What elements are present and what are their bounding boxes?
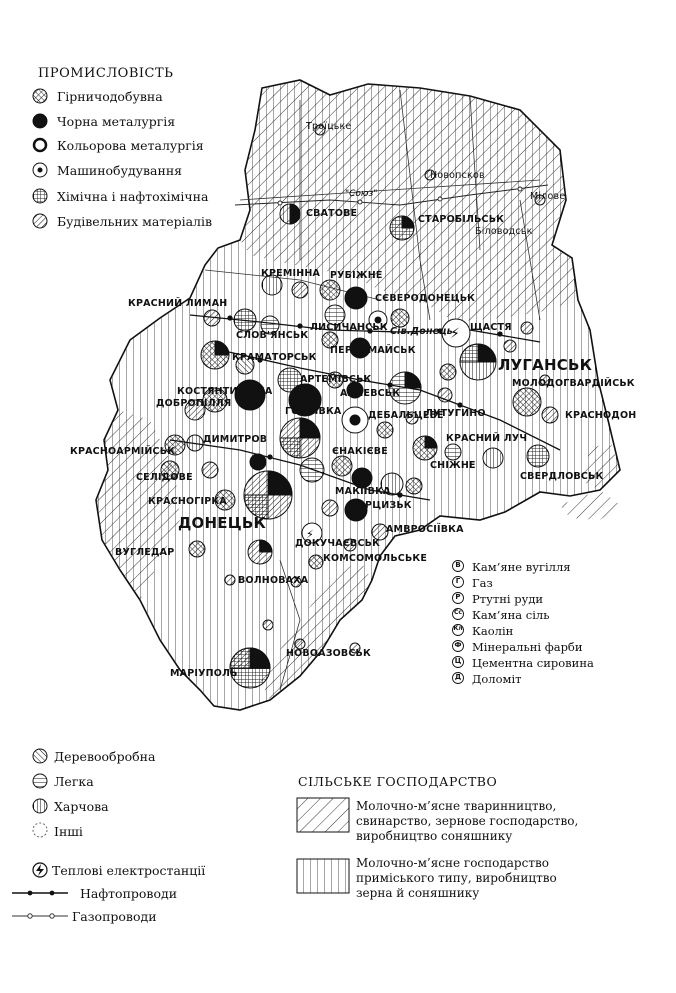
nonferrous-metallurgy-icon [34,139,46,151]
city-novopskov: Новопсков [430,170,485,181]
woodworking-icon [33,749,47,763]
agriculture-legend-swatches [296,797,350,897]
city-selydove: СЕЛІДОВЕ [136,472,193,483]
industry-legend-2-symbols [30,746,50,846]
machinery-dot-icon [38,168,43,173]
city-khartsyzk: ХАРЦИЗЬК [350,500,412,511]
agri-zone-1-swatch [297,798,349,832]
agri-zone-2-line-3: зерна й соняшнику [356,886,480,900]
city-vuhledar: ВУГЛЕДАР [115,547,175,558]
city-komsomolske: КОМСОМОЛЬСЬКЕ [323,553,428,564]
city-mariupol: МАРІУПОЛЬ [170,668,238,679]
legend-mining-label: Гірничодобувна [57,89,163,104]
resource-mercury: Ртутні руди [472,592,544,606]
legend-nonferrous-label: Кольорова металургія [57,138,204,153]
city-krasnoarmiisk: КРАСНОАРМІЙСЬК [70,446,176,457]
legend-power-label: Теплові електростанції [52,863,206,878]
resource-mercury-icon: Р [455,593,461,601]
agri-zone-1-line-3: виробництво соняшнику [356,829,513,843]
resource-paints-icon: Ф [454,641,462,649]
resource-dolomite-icon: Д [454,673,462,681]
city-starobilsk: СТАРОБІЛЬСЬК [418,214,505,225]
city-rubizhne: РУБІЖНЕ [330,270,383,281]
city-horlivka: ГОРЛІВКА [285,406,342,417]
legend-ferrous-label: Чорна металургія [57,114,176,129]
city-sloviansk: СЛОВ'ЯНСЬК [236,330,309,341]
light-industry-icon [33,774,47,788]
city-alchevsk: АЛЧЕВСЬК [340,388,401,399]
resource-salt: Кам’яна сіль [472,608,550,622]
city-dobropillia: ДОБРОПІЛЛЯ [156,398,232,409]
city-lutuhyne: ЛУТУГИНО [425,408,486,419]
city-snizhne: СНІЖНЕ [430,460,476,471]
chemical-icon [33,189,47,203]
city-troitske: Троїцьке [306,121,352,132]
city-dymytrov: ДИМИТРОВ [203,434,268,445]
svg-text:⚡: ⚡ [306,528,314,541]
mining-icon [33,89,47,103]
city-svatove: СВАТОВЕ [306,208,358,219]
agri-zone-1-line-1: Молочно-м’ясне тваринництво, [356,799,557,813]
city-krasnyi-lyman: КРАСНИЙ ЛИМАН [128,298,228,309]
resource-dolomite: Доломіт [472,672,522,686]
legend-building-label: Будівельних матеріалів [57,214,213,229]
city-artemivsk: АРТЕМІВСЬК [300,374,372,385]
city-debaltseve: ДЕБАЛЬЦЕВЕ [368,410,444,421]
city-luhansk: ЛУГАНСЬК [498,356,593,374]
legend-other-label: Інші [54,824,83,839]
resource-cement: Цементна сировина [472,656,594,670]
city-makiivka: МАКІЇВКА [335,486,391,497]
city-donetsk: ДОНЕЦЬК [178,514,266,532]
city-pervomaisk: ПЕРВОМАЙСЬК [330,345,416,356]
city-yenakiieve: ЄНАКІЄВЕ [332,446,388,457]
resource-kaolin: Каолін [472,624,514,638]
agri-zone-2-line-1: Молочно-м’ясне господарство [356,856,549,870]
city-kramatorsk: КРАМАТОРСЬК [232,352,317,363]
building-materials-icon [33,214,47,228]
legend-chemical-label: Хімічна і нафтохімічна [57,189,209,204]
agri-zone-1-line-2: свинарство, зернове господарство, [356,814,579,828]
city-shchastia: ЩАСТЯ [470,322,512,333]
city-molodohvardiisk: МОЛОДОГВАРДІЙСЬК [512,378,635,389]
city-krasnohorivka: КРАСНОГІРКА [148,496,227,507]
agri-zone-2-swatch [297,859,349,893]
city-volnovakha: ВОЛНОВАХА [238,575,309,586]
legend-food-label: Харчова [54,799,109,814]
city-sverdlovsk: СВЕРДЛОВСЬК [520,471,604,482]
legend-light-label: Легка [54,774,94,789]
resource-coal: Кам’яне вугілля [472,560,571,574]
soyuz-pipeline-label: "Союз" [345,189,378,199]
resource-gas: Газ [472,576,493,590]
city-sievierodonetsk: СЄВЕРОДОНЕЦЬК [375,293,476,304]
resource-salt-icon: Сс [454,609,462,616]
resource-coal-icon: В [455,561,461,569]
resource-mineral-paints: Мінеральні фарби [472,640,583,654]
ferrous-metallurgy-icon [33,114,47,128]
resource-cement-icon: Ц [454,657,462,665]
resource-kaolin-icon: Кл [453,625,463,632]
industry-legend-title: ПРОМИСЛОВІСТЬ [38,66,174,81]
resource-gas-icon: Г [455,577,461,585]
agri-zone-2-line-2: приміського типу, виробництво [356,871,557,885]
city-dokuchaievsk: ДОКУЧАЄВСЬК [295,538,381,549]
city-krasnyi-luch: КРАСНИЙ ЛУЧ [446,433,528,444]
other-industry-icon [33,823,47,837]
legend-gas-label: Газопроводи [72,909,157,924]
city-bilovodsk: Біловодськ [475,226,533,237]
agriculture-legend-title: СІЛЬСЬКЕ ГОСПОДАРСТВО [298,774,498,789]
svg-text:⚡: ⚡ [450,326,460,342]
legend-wood-label: Деревообробна [54,749,156,764]
city-kostiantynivka: КОСТЯНТИНІВКА [177,386,273,397]
city-novoazovsk: НОВОАЗОВСЬК [286,648,371,659]
legend-machinery-label: Машинобудування [57,163,183,178]
city-siv-donets: Сів.Донець [390,326,453,337]
industry-legend-symbols [30,86,50,236]
city-lysychansk: ЛИСИЧАНСЬК [310,322,388,333]
city-kreminna: КРЕМІННА [261,268,321,279]
food-industry-icon [33,799,47,813]
legend-oil-label: Нафтопроводи [80,886,178,901]
city-krasnodon: КРАСНОДОН [565,410,637,421]
agri-zone-1-description [356,799,578,844]
agri-zone-2-description [356,856,557,901]
city-milove: Мілове [530,191,566,202]
city-amvrosiivka: АМВРОСІЇВКА [386,524,464,535]
